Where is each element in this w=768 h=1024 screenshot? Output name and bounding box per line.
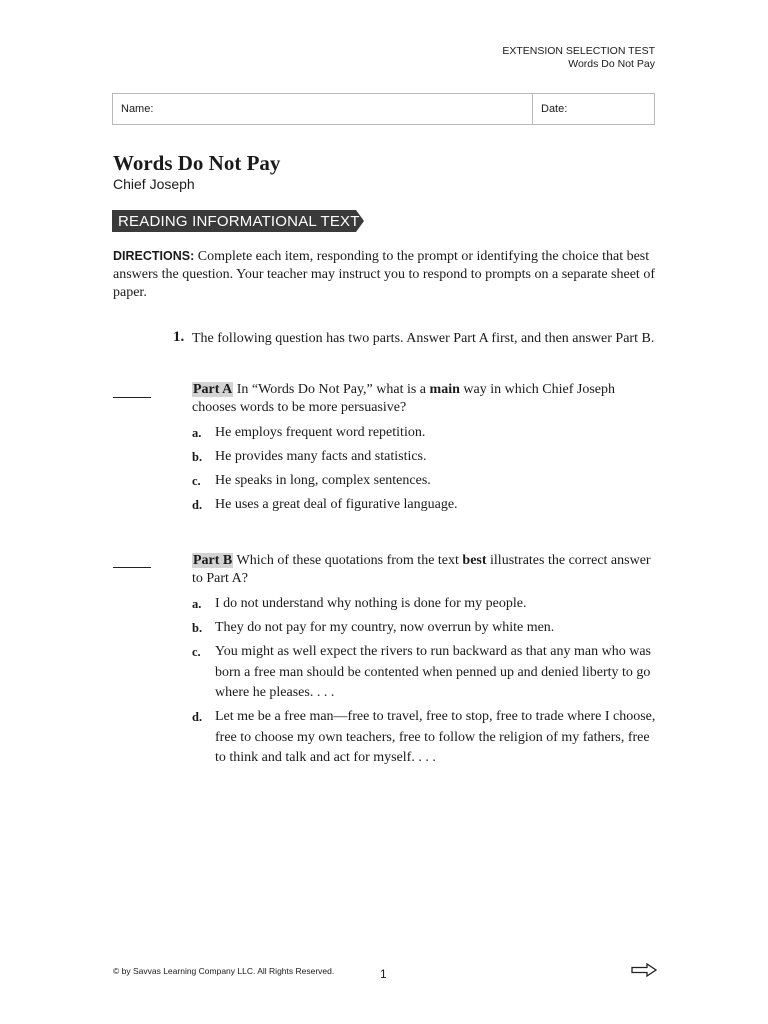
page-number: 1 bbox=[380, 967, 387, 981]
question-number: 1. bbox=[173, 329, 185, 345]
option-a[interactable] bbox=[192, 423, 662, 444]
copyright-notice: © by Savvas Learning Company LLC. All Rights Reserved. bbox=[113, 966, 335, 976]
option-text: I do not understand why nothing is done for my people. bbox=[215, 596, 527, 611]
part-b-text-1: Which of these quotations from the text bbox=[233, 553, 463, 568]
option-text: You might as well expect the rivers to run backward as that any man who was born a free man should be contented when penned up and denied liberty to go where he pleases. . . . bbox=[215, 644, 651, 700]
answer-blank-part-a[interactable] bbox=[113, 397, 151, 398]
part-b-options bbox=[192, 594, 662, 769]
option-letter: d. bbox=[192, 498, 203, 512]
option-text: Let me be a free man—free to travel, free to stop, free to trade where I choose, free to choose my own teachers, free to follow the religion of my fathers, free to think and talk and act for myself. . . . bbox=[215, 709, 656, 765]
directions-label: DIRECTIONS: bbox=[113, 249, 195, 263]
section-banner-label: READING INFORMATIONAL TEXT bbox=[118, 213, 360, 230]
date-field[interactable] bbox=[533, 94, 567, 124]
option-letter: a. bbox=[192, 426, 202, 440]
right-arrow-icon[interactable] bbox=[631, 963, 657, 982]
selection-label: Words Do Not Pay bbox=[568, 58, 655, 70]
option-a[interactable] bbox=[192, 594, 662, 615]
option-text: He uses a great deal of figurative language. bbox=[215, 497, 458, 512]
part-a-emphasis: main bbox=[429, 382, 460, 397]
option-letter: c. bbox=[192, 474, 201, 488]
option-text: He provides many facts and statistics. bbox=[215, 449, 427, 464]
option-letter: c. bbox=[192, 645, 201, 659]
part-a-text-2: way in which Chief Joseph chooses words to be more persuasive? bbox=[192, 382, 616, 415]
answer-blank-part-b[interactable] bbox=[113, 567, 151, 568]
option-d[interactable] bbox=[192, 495, 662, 516]
option-text: He speaks in long, complex sentences. bbox=[215, 473, 431, 488]
name-date-box bbox=[112, 93, 655, 125]
page-header bbox=[502, 45, 655, 71]
option-letter: b. bbox=[192, 621, 203, 635]
part-a-label: Part A bbox=[193, 382, 233, 397]
option-letter: a. bbox=[192, 597, 202, 611]
question-text: The following question has two parts. Answer Part A first, and then answer Part B. bbox=[192, 331, 655, 346]
option-d[interactable] bbox=[192, 707, 662, 769]
part-a-options bbox=[192, 423, 662, 516]
section-banner bbox=[112, 210, 364, 232]
date-label: Date: bbox=[541, 103, 568, 115]
name-label: Name: bbox=[121, 103, 154, 115]
option-text: They do not pay for my country, now overrun by white men. bbox=[215, 620, 555, 635]
option-letter: b. bbox=[192, 450, 203, 464]
option-b[interactable] bbox=[192, 618, 662, 639]
directions bbox=[113, 247, 658, 302]
page-title: Words Do Not Pay bbox=[113, 151, 281, 175]
directions-text: Complete each item, responding to the prompt or identifying the choice that best answers the question. Your teacher may instruct you to respond to prompts on a separate sheet of paper. bbox=[113, 249, 655, 300]
part-b-prompt bbox=[192, 552, 662, 588]
option-c[interactable] bbox=[192, 642, 662, 704]
option-b[interactable] bbox=[192, 447, 662, 468]
option-text: He employs frequent word repetition. bbox=[215, 425, 426, 440]
option-c[interactable] bbox=[192, 471, 662, 492]
part-a-prompt bbox=[192, 381, 662, 417]
part-a-text-1: In “Words Do Not Pay,” what is a bbox=[233, 382, 430, 397]
option-letter: d. bbox=[192, 710, 203, 724]
part-b-label: Part B bbox=[193, 553, 233, 568]
author-name: Chief Joseph bbox=[113, 176, 195, 192]
name-field[interactable] bbox=[113, 94, 533, 124]
test-type-label: EXTENSION SELECTION TEST bbox=[502, 45, 655, 57]
part-b-emphasis: best bbox=[462, 553, 487, 568]
part-b-text-2: illustrates the correct answer to Part A? bbox=[192, 553, 651, 586]
